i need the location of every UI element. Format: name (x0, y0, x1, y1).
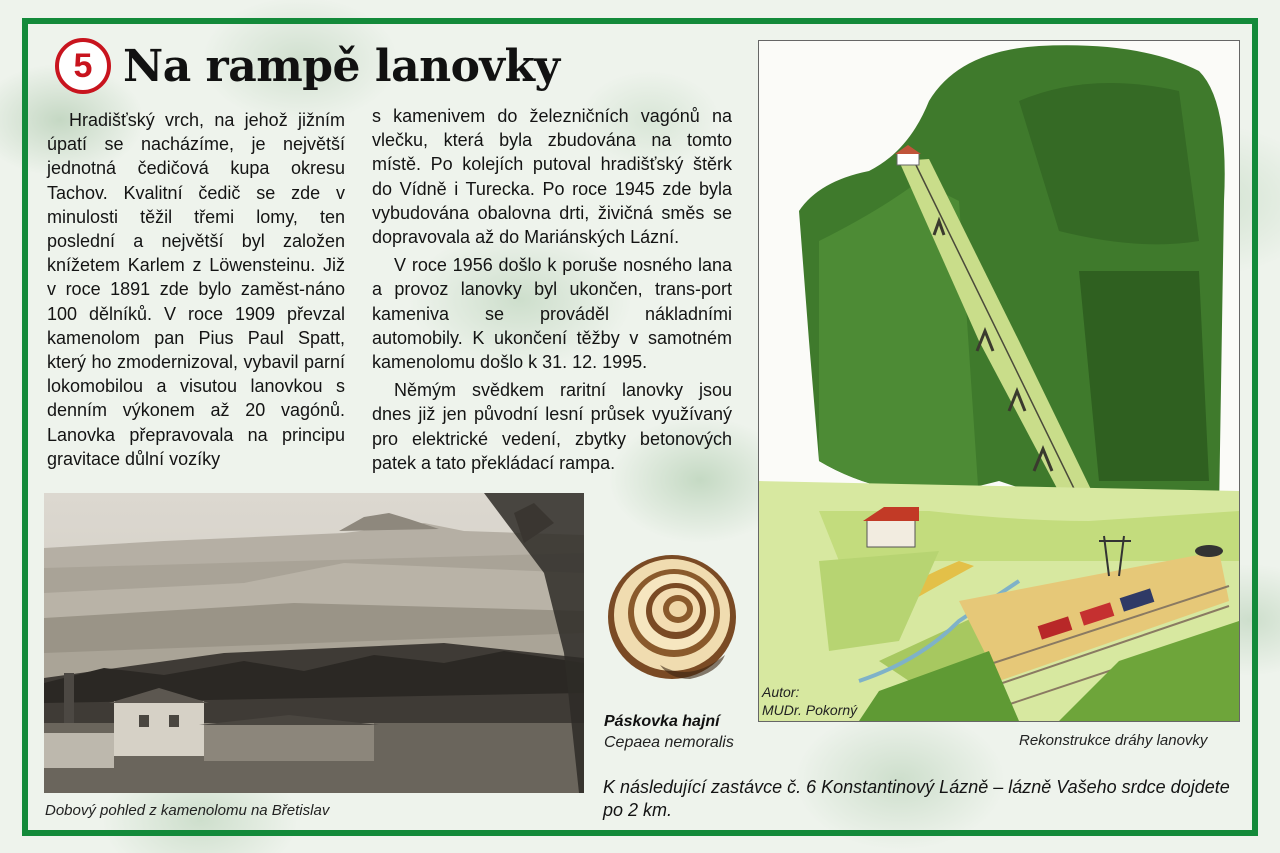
snail-latin-name: Cepaea nemoralis (604, 734, 734, 751)
photo-caption: Dobový pohled z kamenolomu na Břetislav (45, 802, 330, 819)
snail-image (600, 545, 740, 685)
header (55, 38, 560, 94)
stop-number: 5 (73, 46, 93, 85)
paragraph: V roce 1956 došlo k poruše nosného lana a provoz lanovky byl ukončen, trans-port kameniva se prováděl nákladními automobily. K ukončení těžby v samotném kamenolomu došlo k 31. 12. 1995. (372, 255, 732, 373)
author-label: Autor: (762, 684, 800, 700)
stop-number-badge (55, 38, 111, 94)
cableway-illustration (758, 40, 1240, 722)
paragraph: s kamenivem do železničních vagónů na vlečku, která byla zbudována na tomto místě. Po kolejích putoval hradišťský štěrk do Vídně i Turecka. Po roce 1945 zde byla vybudována obalovna drti, živičná směs se dopravovala až do Mariánských Lázní. (372, 106, 732, 248)
historical-photo (44, 493, 584, 793)
paragraph: Němým svědkem raritní lanovky jsou dnes již jen původní lesní průsek využívaný pro elektrické vedení, zbytky betonových patek a tato překládací rampa. (372, 380, 732, 473)
text-column-2 (372, 104, 732, 475)
text-column-1 (47, 108, 345, 471)
page-title: Na rampě lanovky (123, 40, 560, 92)
snail-common-name: Páskovka hajní (604, 713, 720, 730)
illustration-caption: Rekonstrukce dráhy lanovky (1019, 732, 1208, 749)
author-name: MUDr. Pokorný (762, 702, 858, 718)
next-stop-note: K následující zastávce č. 6 Konstantinový Lázně – lázně Vašeho srdce dojdete po 2 km. (603, 777, 1230, 820)
paragraph: Hradišťský vrch, na jehož jižním úpatí se nacházíme, je největší jednotná čedičová kupa okresu Tachov. Kvalitní čedič se zde v minulosti těžil třemi lomy, ten poslední a největší byl založen knížetem Karlem z Löwensteinu. Již v roce 1891 zde bylo zaměst-náno 100 dělníků. V roce 1909 převzal kamenolom pan Pius Paul Spatt, který ho zmodernizoval, vybavil parní lokomobilou a visutou lanovkou s denním výkonem až 20 vagónů. Lanovka přepravovala na principu gravitace důlní vozíky (47, 110, 345, 469)
